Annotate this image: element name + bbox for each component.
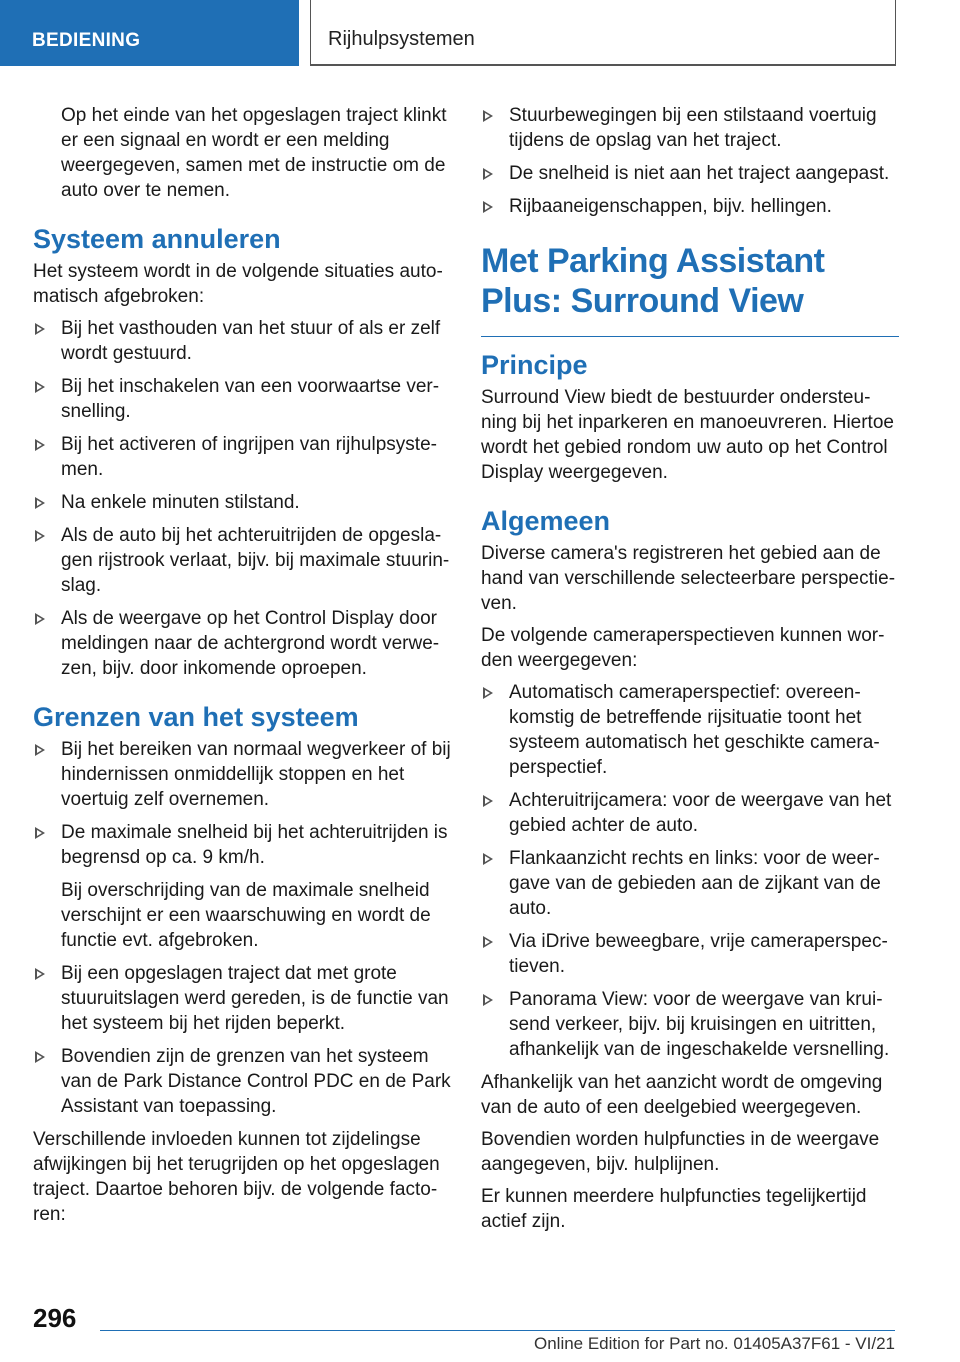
bullet-triangle-icon [35,827,45,839]
bullet-triangle-icon [35,497,45,509]
bullet-triangle-icon [35,439,45,451]
list-item: Als de auto bij het achteruitrijden de opgeslagen rijstrook verlaat, bijv. bij maximale stuurinslag. [33,523,451,598]
list-item: Flankaanzicht rechts en links: voor de weergave van de gebieden aan de zijkant van de auto. [481,846,899,921]
bullet-triangle-icon [35,613,45,625]
list-item: Panorama View: voor de weergave van kruisend verkeer, bijv. bij kruisingen en uitritten, afhankelijk van de ingeschakelde versnelling. [481,987,899,1062]
bullet-triangle-icon [483,853,493,865]
list-item: Bij het bereiken van normaal wegverkeer of bij hindernissen onmiddellijk stoppen en het voertuig zelf overnemen. [33,737,451,812]
outro-paragraph-2: Bovendien worden hulpfuncties in de weergave aangegeven, bijv. hulplijnen. [481,1129,880,1175]
list-item: Via iDrive beweegbare, vrije cameraperspectieven. [481,929,899,979]
bullet-triangle-icon [35,744,45,756]
heading-surround-view: Met Parking Assistant Plus: Surround View [481,242,825,320]
list-item: De snelheid is niet aan het traject aangepast. [481,161,899,186]
intro-paragraph: Op het einde van het opgeslagen traject klinkt er een signaal en wordt er een melding weergegeven, samen met de instructie om de auto over te nemen. [61,105,447,201]
perspective-list [481,680,899,1062]
list-item: Na enkele minuten stilstand. [33,490,451,515]
factor-list [481,103,899,219]
bullet-triangle-icon [483,795,493,807]
bullet-triangle-icon [35,323,45,335]
bullet-triangle-icon [483,687,493,699]
heading-divider [481,336,899,337]
heading-algemeen: Algemeen [481,506,611,536]
principle-paragraph: Surround View biedt de bestuurder ondersteuning bij het inparkeren en manoeuvreren. Hiertoe wordt het gebied rondom uw auto op het Control Display weergegeven. [481,387,894,483]
bullet-triangle-icon [35,530,45,542]
heading-principe: Principe [481,350,588,380]
page-number: 296 [33,1303,77,1333]
bullet-triangle-icon [483,168,493,180]
bullet-triangle-icon [483,110,493,122]
outro-paragraph-3: Er kunnen meerdere hulpfuncties tegelijkertijd actief zijn. [481,1186,867,1232]
list-item: Automatisch cameraperspectief: overeenkomstig de betreffende rijsituatie toont het systeem automatisch het geschikte cameraperspectief. [481,680,899,780]
list-item: Bovendien zijn de grenzen van het systeem van de Park Distance Control PDC en de Park Assistant van toepassing. [33,1044,451,1119]
footer-edition: Online Edition for Part no. 01405A37F61 - VI/21 [533,1334,895,1353]
outro-paragraph-1: Afhankelijk van het aanzicht wordt de omgeving van de auto of een deelgebied weergegeven. [481,1072,883,1118]
list-item: Achteruitrijcamera: voor de weergave van het gebied achter de auto. [481,788,899,838]
list-item: Bij een opgeslagen traject dat met grote stuuruitslagen werd gereden, is de functie van het systeem bij het rijden beperkt. [33,961,451,1036]
general-paragraph-2: De volgende cameraperspectieven kunnen worden weergegeven: [481,625,885,671]
cancel-paragraph: Het systeem wordt in de volgende situaties automatisch afgebroken: [33,261,443,307]
bullet-triangle-icon [35,381,45,393]
list-item: Als de weergave op het Control Display door meldingen naar de achtergrond wordt verwezen, bijv. door inkomende oproepen. [33,606,451,681]
right-column [481,103,899,1241]
list-item: Bij het inschakelen van een voorwaartse versnelling. [33,374,451,424]
list-item: Rijbaaneigenschappen, bijv. hellingen. [481,194,899,219]
heading-grenzen: Grenzen van het systeem [33,702,359,732]
bullet-triangle-icon [35,968,45,980]
general-paragraph-1: Diverse camera's registreren het gebied aan de hand van verschillende selecteerbare perspectieven. [481,543,896,614]
list-item-sub: Bij overschrijding van de maximale snelheid verschijnt er een waarschuwing en wordt de functie evt. afgebroken. [61,880,431,951]
footer-divider [100,1330,895,1331]
list-item: Stuurbewegingen bij een stilstaand voertuig tijdens de opslag van het traject. [481,103,899,153]
list-item: Bij het vasthouden van het stuur of als er zelf wordt gestuurd. [33,316,451,366]
limits-list [33,737,451,1119]
bullet-triangle-icon [483,201,493,213]
section-title: BEDIENING [32,30,141,51]
left-column [33,103,451,1234]
section-tab [0,0,299,66]
chapter-header [310,0,896,66]
heading-systeem-annuleren: Systeem annuleren [33,224,281,254]
list-item: Bij het activeren of ingrijpen van rijhulpsystemen. [33,432,451,482]
bullet-triangle-icon [35,1051,45,1063]
cancel-list [33,316,451,681]
list-item: De maximale snelheid bij het achteruitrijden is begrensd op ca. 9 km/h. Bij overschrijding van de maximale snelheid verschijnt er een waarschuwing en wordt de functie evt. afgebroken. [33,820,451,953]
bullet-triangle-icon [483,936,493,948]
bullet-triangle-icon [483,994,493,1006]
chapter-title: Rijhulpsystemen [328,28,475,50]
deviation-paragraph: Verschillende invloeden kunnen tot zijdelingse afwijkingen bij het terugrijden op het opgeslagen traject. Daartoe behoren bijv. de volgende factoren: [33,1129,440,1225]
